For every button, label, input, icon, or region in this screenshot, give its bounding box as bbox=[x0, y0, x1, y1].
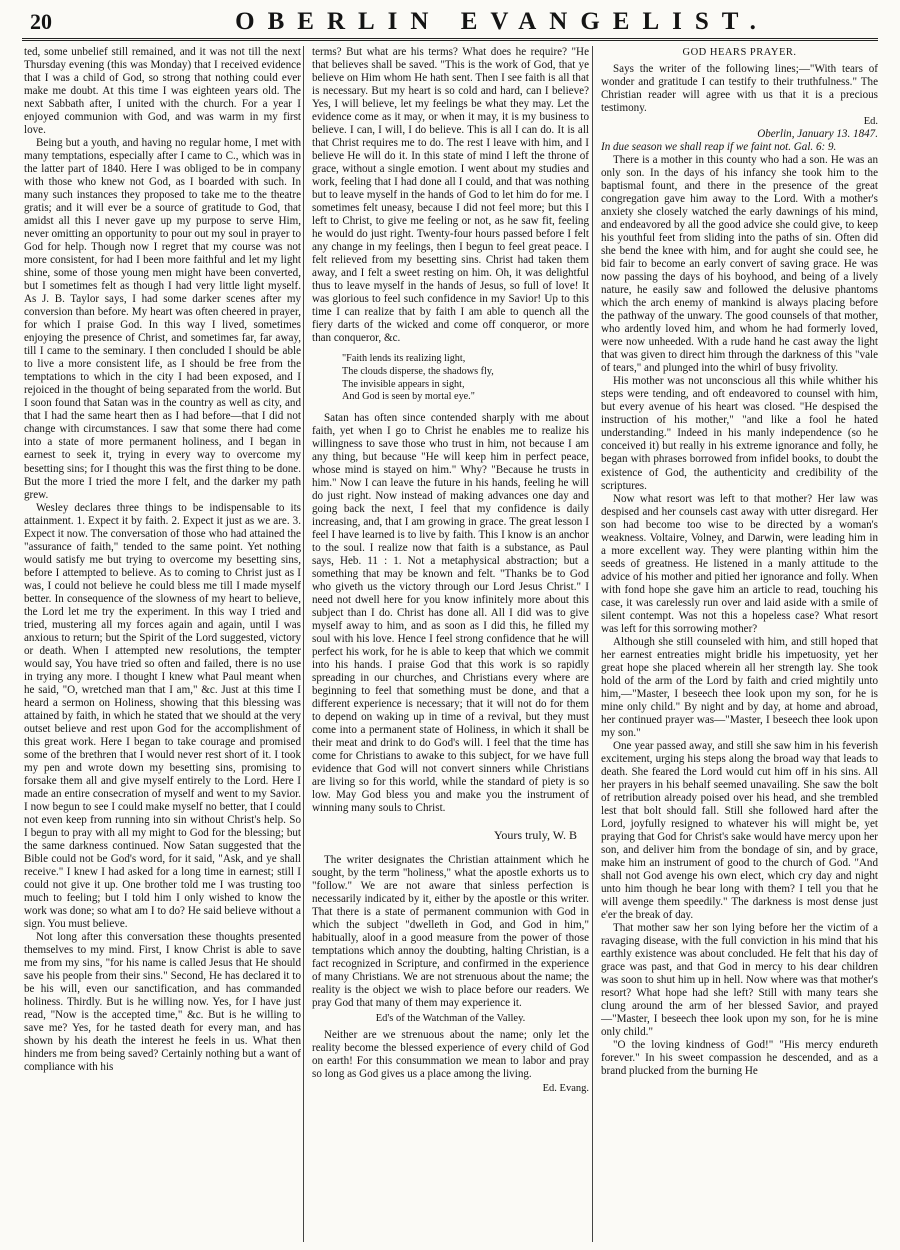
column-1 bbox=[24, 46, 301, 1246]
article-title: GOD HEARS PRAYER. bbox=[682, 47, 797, 58]
poem-quote bbox=[342, 353, 589, 403]
paragraph: His mother was not unconscious all this while whither his steps were tending, and oft endeavored to counsel with him, but every avenue of his heart was closed. "He despised the instruction of his mother," "and like a fool he hated understanding." Indeed in his manly independence (so he conceived it) but really in his extreme ignorance and folly, he began with phrases borrowed from infidel books, to doubt the existence of God, the authenticity and credibility of the scriptures. bbox=[601, 375, 878, 492]
paragraph: Neither are we strenuous about the name; only let the reality become the blessed experience of every child of God on earth! For this consummation we mean to labor and pray so long as God gives us a place among the living. bbox=[312, 1029, 589, 1081]
paragraph: The writer designates the Christian attainment which he sought, by the term "holiness," what the apostle exhorts us to "follow." We are not aware that sinless perfection is necessarily indicated by it, either by the apostle or this writer. That there is a state of permanent communion with God in which the subject "dwelleth in God, and God in him," habitually, aloof in a good measure from the power of those temptations which annoy the doubting, halting Christian, is a fact recognized in Scripture, and confirmed in the experience of many Christians. We are not strenuous about the name; the reality is the object we wish to place before our readers. We pray God that many of them may experience it. bbox=[312, 854, 589, 1010]
poem-line: The invisible appears in sight, bbox=[342, 378, 465, 390]
paragraph: ted, some unbelief still remained, and it was not till the next Thursday evening (this was Monday) that I received evidence that I was a child of God, so strong that nothing could ever make me doubt. At this time I was eighteen years old. The next Sabbath after, I united with the church. For a year I enjoyed communion with God, and was warm in my first love. bbox=[24, 46, 301, 137]
paragraph: There is a mother in this county who had a son. He was an only son. In the days of his infancy she took him to the baptismal fount, and there in the presence of the great congregation gave him away to the Lord. With a mother's anxiety she closely watched the early dawnings of his mind, and endeavored by all the good advice she could give, to keep his youthful feet from sliding into the paths of sin. Often did she bend the knee with him, and for aught she could see, he bid fair to become an early convert of saving grace. He was now passing the days of his boyhood, and being of a lively nature, he easily saw and followed the delusive phantoms which the arch enemy of mankind is always placing before the pathway of the unwary. The good counsels of that mother, who ardently loved him, and whom he had formerly loved, were now unheeded. With a rude hand he cast away the light that was given to direct him through the darkness of this "vale of tears," and plunged into the whirl of busy frivolity. bbox=[601, 154, 878, 375]
paragraph: Being but a youth, and having no regular home, I met with many temptations, especially after I came to C., which was in the latter part of 1840. Here I was obliged to be in company with those who knew not God, as I boarded with such. In many such instances they proposed to take me to the theatre gratis; and it will ever be a source of gratitude to God, that amidst all this I never gave up my purpose to serve Him, never omitting an opportunity to pour out my soul in prayer to God for help. Though now I regret that my course was not more consistent, for had I been more faithful and let my light shine, some of those young men might have been converted, but I sometimes felt as though I had very little light myself. As J. B. Taylor says, I had some darker scenes after my conversion than before. My heart was often cheered in prayer, for which I praise God. In this way I lived, sometimes enjoying the presence of Christ, and sometimes far, far away, till I came to the seminary. I then concluded I should be able to live a more consistent life, as I should be free from the temptations to which in the city I had been exposed, and I rejoiced in the thought of being separated from the world. But I soon found that Satan was in the country as well as city, and that I had the same heart then as I had before—that I did not change with circumstances. I saw that some there had come into a state of more permanent holiness, and I began in earnest to seek it, trying in every way to overcome my besetting sins; for I thought this was the first thing to be done. But the more I tried the more I felt, and the darker my path grew. bbox=[24, 137, 301, 501]
poem-line: The clouds disperse, the shadows fly, bbox=[342, 365, 494, 377]
column-rule-1 bbox=[303, 46, 304, 1242]
poem-line: "Faith lends its realizing light, bbox=[342, 353, 466, 365]
paragraph: Satan has often since contended sharply with me about faith, yet when I go to Christ he enables me to realize his willingness to save those who trust in him, not because I am any thing, but because "He will keep him in perfect peace, whose mind is stayed on him." Why? "Because he trusts in him." Now I can leave the future in his hands, feeling he will do just right. Now instead of making advances one day and going back the next, I feel that my confidence is daily increasing, and, that I am growing in grace. The great lesson I feel I have learned is to live by faith. This I know is an anchor to the soul. I realize now that faith is a substance, as Paul says, Heb. 11 : 1. Not a metaphysical abstraction; but a something that may be known and felt. "Thanks be to God who giveth us the victory through our Lord Jesus Christ." I need not dwell here for you know infinitely more about this subject than I do. Christ has done all. All I did was to give myself away to him, and as soon as I did this, he filled my soul with his love. Hence I feel strong confidence that he will perfect his work, for he is able to keep that which we commit into his hands. I praise God that this work is so rapidly spreading in our churches, and Christians every where are beginning to feel that something must be done, and that a different experience is necessary; that it will not do for them to depend on waking up in time of a revival, but they must come into a permanent state of Holiness, in which it shall be their meat and drink to do God's will. I feel that the time has come for Christians to awake to this subject, for we have full evidence that God will not convert sinners while Christians are living so for this world, while the standard of piety is so low. May God bless you and make you the instrument of winning many souls to Christ. bbox=[312, 411, 589, 815]
column-rule-2 bbox=[592, 46, 593, 1242]
paragraph: "O the loving kindness of God!" "His mercy endureth forever." In his sweet compassion he descended, and as a brand plucked from the burning He bbox=[601, 1039, 878, 1078]
paragraph: Although she still counseled with him, and still hoped that her earnest entreaties might bridle his impetuosity, yet her great hope she placed wherein all her strength lay. She took hold of the arm of the Lord by faith and cried mightily unto him,—"Master, I beseech thee look upon my son, for he is mine only child." By night and by day, at home and abroad, her continued prayer was—"Master, I beseech thee look upon my son." bbox=[601, 635, 878, 739]
column-3 bbox=[601, 46, 878, 1246]
editor-signature: Ed. bbox=[863, 116, 878, 128]
paragraph: Wesley declares three things to be indispensable to its attainment. 1. Expect it by faith. 2. Expect it just as we are. 3. Expect it now. The conversation of those who had attained the "assurance of faith," tended to the same point. Yet nothing would satisfy me but trying to overcome my besetting sins, before I attempted to believe. As to coming to Christ just as I was, I could not believe he could bless me till I made myself better. In consequence of the slowness of my heart to believe, the Lord let me try the experiment. In this way I tried and tried, mustering all my forces again and again, until I was anxious to return; but the Spirit of the Lord suggested, victory or death. When I attempted new resolutions, the tempter would say, You have tried so often and failed, there is no use in trying any more. I thought I knew what Paul meant when he said, "O, wretched man that I am," &c. Just at this time I heard a sermon on Holiness, showing that this blessing was attained by faith, in which he stated that we should at the very outset believe and rest upon God for the accomplishment of this great work. Here I began to take courage and promised some of the brethren that I would never rest short of it. I took my pen and wrote down my besetting sins, promising to forsake them all and give myself entirely to the Lord. Here I made an entire consecration of myself and went to my Savior. I now begun to see I could make myself no better, that I could not even keep from running into sin without Christ's help. So I begun to pray with all my might to God for the blessing; but the same darkness continued. Now Satan suggested that the Bible could not be God's word, for it said, "Ask, and ye shall receive." I knew I had asked for a long time in earnest; still I could not give it up. One brother told me I was trusting too much to feeling; but I told him I only wished to know the work was done; so what am I to do? He said believe without a sign. You must believe. bbox=[24, 501, 301, 931]
poem-line: And God is seen by mortal eye." bbox=[342, 391, 475, 403]
section-heading: Ed's of the Watchman of the Valley. bbox=[375, 1013, 526, 1025]
masthead bbox=[22, 8, 878, 41]
dateline: Oberlin, January 13. 1847. bbox=[757, 128, 878, 141]
paragraph: Says the writer of the following lines;—"With tears of wonder and gratitude I can testify to their truthfulness." The Christian reader will agree with us that it is a precious testimony. bbox=[601, 63, 878, 115]
paragraph: Now what resort was left to that mother? Her law was despised and her counsels cast away with utter disregard. Her son had become too wise to be directed by a woman's weakness. Voltaire, Volney, and Darwin, were leading him in a more excellent way. They were planting within him the seeds of greatness. He listened in a manly attitude to the advice of his mother and pitied her ignorance and folly. When with fond hope she gave him an article to read, touching his case, it was carelessly run over and laid aside with a smile of silent contempt. Was not this a hopeless case? What resort was left for this sorrowing mother? bbox=[601, 492, 878, 635]
paragraph: That mother saw her son lying before her the victim of a ravaging disease, with the full conviction in his mind that his earthly existence was about concluded. He felt that his day of grace was past, and that God in mercy to his dear children was soon to shut him up in hell. Now where was that mother's resort? What hope had she left? Still with many tears she clung around the arm of her blessed Savior, and prayed—"Master, I beseech thee look upon my son, for he is mine only child." bbox=[601, 922, 878, 1039]
epigraph: In due season we shall reap if we faint not. Gal. 6: 9. bbox=[601, 141, 837, 154]
paragraph: terms? But what are his terms? What does he require? "He that believes shall be saved. "This is the work of God, that ye believe on Him whom He hath sent. Then I see faith is all that is necessary. But my heart is so cold and hard, can I believe? Yes, I will believe, let my feelings be what they may. Let the evidence come as it may, or when it may, it is my business to believe. I can, I will, I do believe. This is all I can do. It is all that Christ requires me to do. The rest I leave with him, and I believe He will do it. In this state of mind I left the throne of grace, without a single emotion. I went about my studies and work, feeling that I had done all I could, and that was nothing but to leave myself in the hands of God to let him do for me. I sometimes felt uneasy, because I did not feel more; but this I left to Christ, to give me feeling or not, as he saw fit, feeling he would do just right. Twenty-four hours passed before I felt any change in my feelings, then I begun to feel great peace. I felt relieved from my besetting sins. Christ had taken them away, and I felt a sweet resting on him. Oh, it was delightful thus to leave myself in the hands of Jesus, so full of love! It was glorious to feel such confidence in my Savior! Up to this time I can realize that by faith I am able to quench all the fiery darts of the wicked and come off conqueror, or more than conqueror, &c. bbox=[312, 46, 589, 345]
editor-signature: Ed. Evang. bbox=[542, 1082, 589, 1094]
letter-signoff: Yours truly, W. B bbox=[493, 828, 577, 843]
page-number: 20 bbox=[30, 9, 52, 34]
column-2 bbox=[312, 46, 589, 1246]
paragraph: Not long after this conversation these thoughts presented themselves to my mind. First, I know Christ is able to save me from my sins, "for his name is called Jesus that He should save his people from their sins." Second, He has declared it to be his will, even our sanctification, and has commanded holiness. Thirdly. But is he willing now. Yes, for I have just read, "Now is the accepted time," &c. But is he willing to save me? Yes, for he tasted death for every man, and has shown by his death the interest he feels in us. What then hinders me from being saved? Certainly nothing but a want of compliance with his bbox=[24, 931, 301, 1074]
paragraph: One year passed away, and still she saw him in his feverish excitement, urging his steps along the broad way that leads to death. She feared the Lord would cut him off in his sins. All her prayers in his behalf seemed unavailing. She saw the bolt of retribution already poised over his head, and she trembled lest that bolt should fall. Still she followed hard after the Lord, joyfully resigned to whatever his will might be, yet praying that God for Christ's sake would have mercy upon her son, and deliver him from the bondage of sin, and by grace, make him an instrument of good to the church of God. "And shall not God avenge his own elect, which cry day and night unto him though he bear long with them? I tell you that he will avenge them speedily." The darkness is most dense just e'er the break of day. bbox=[601, 739, 878, 922]
newspaper-title: OBERLIN EVANGELIST. bbox=[235, 8, 769, 35]
